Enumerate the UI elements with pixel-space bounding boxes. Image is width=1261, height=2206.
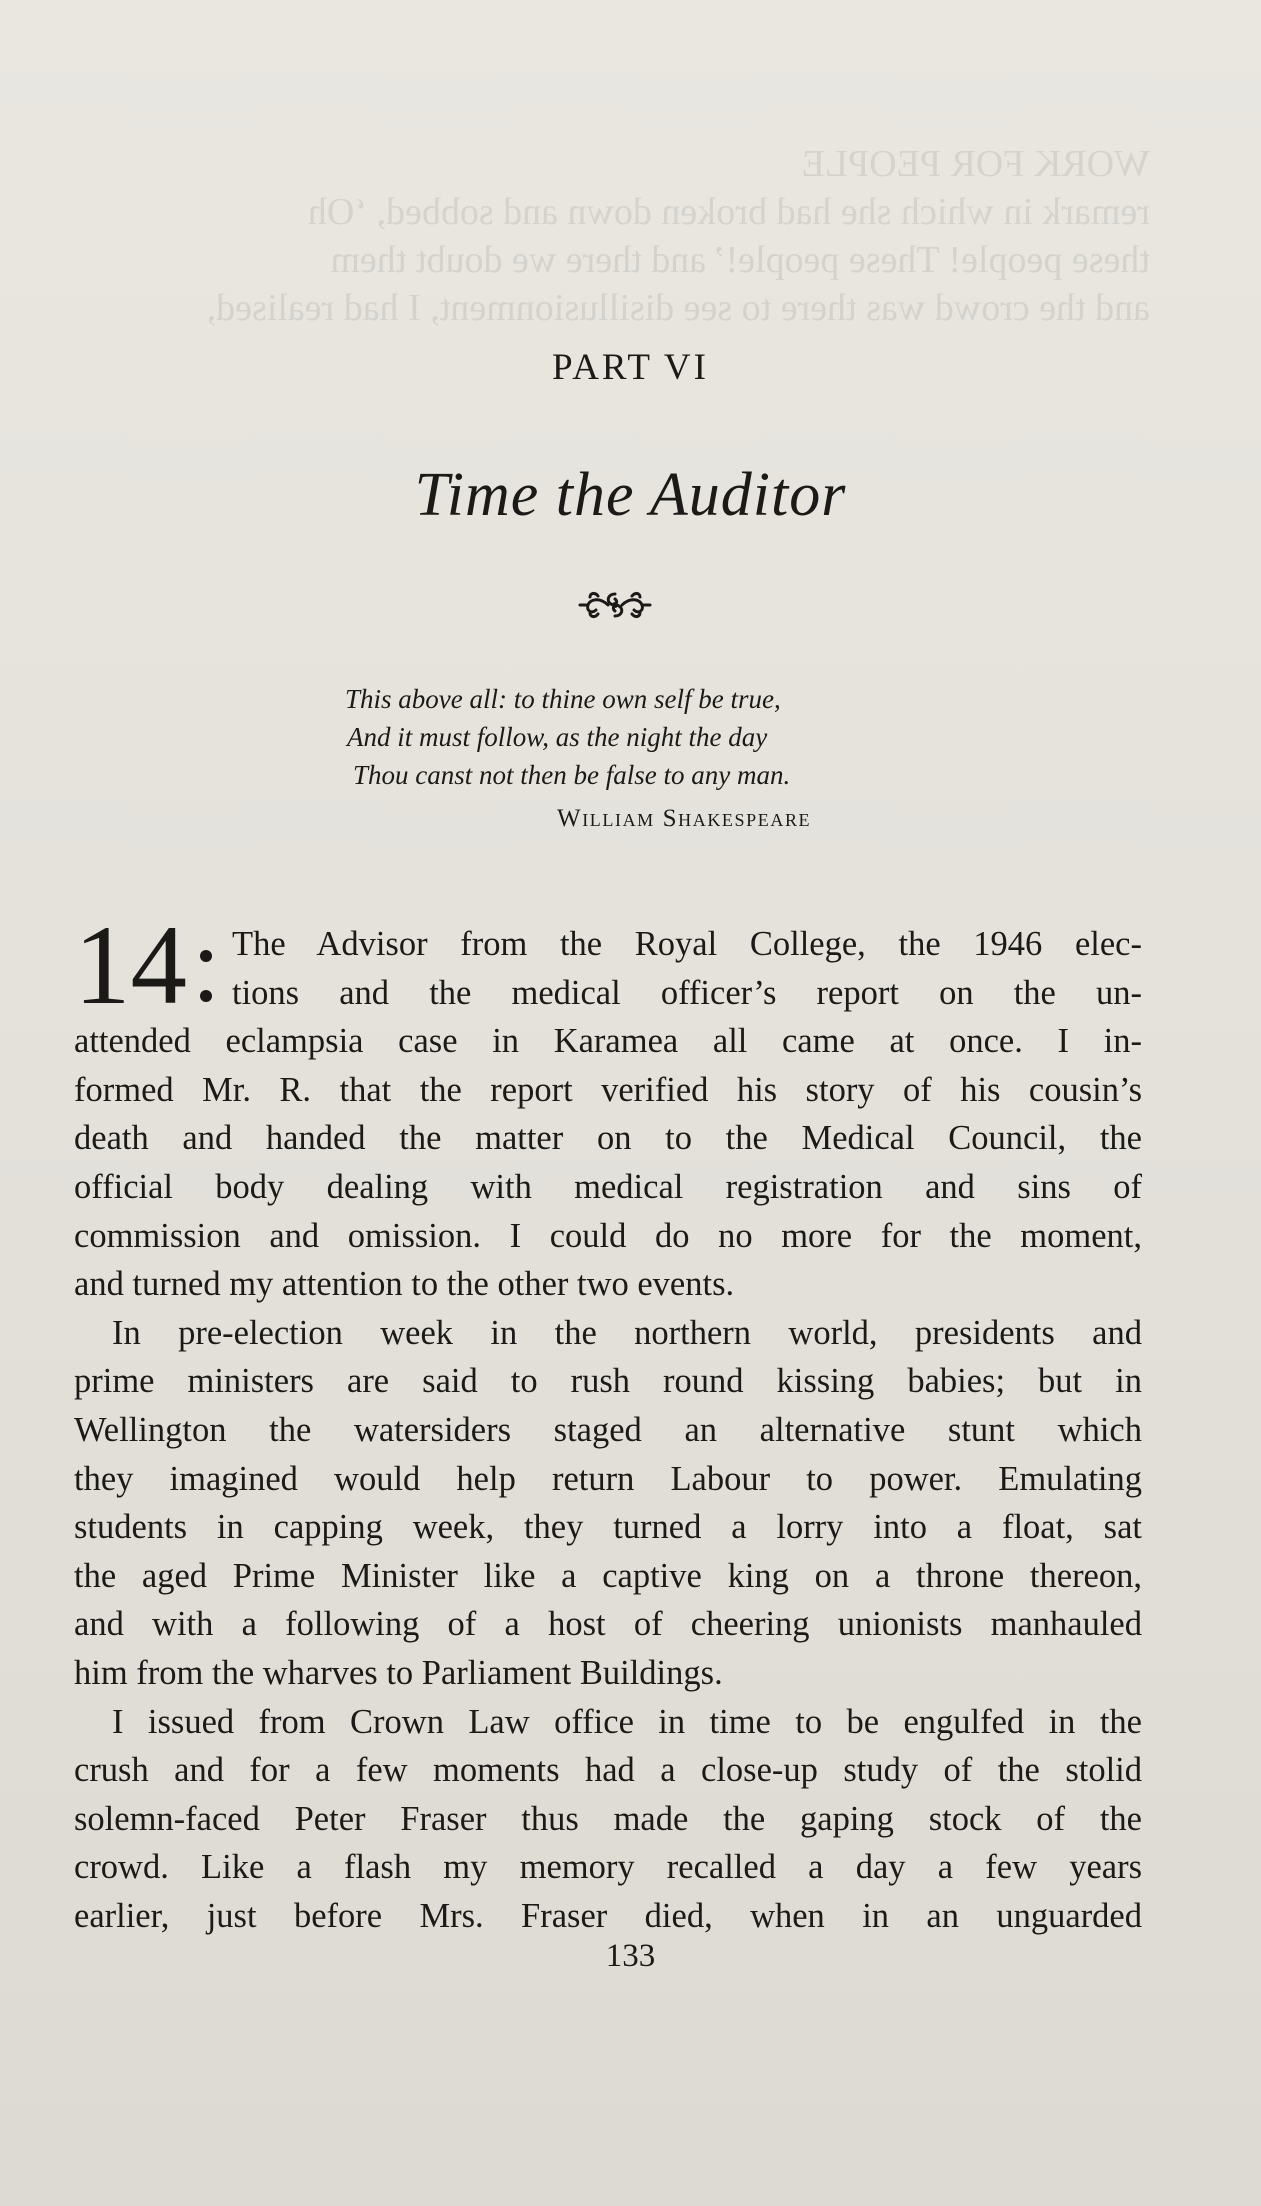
text-line: and with a following of a host of cheering unionists manhauled [74,1605,1142,1644]
page-number: 133 [605,1938,656,1974]
show-through-text: WORK FOR PEOPLE remark in which she had broken down and sobbed, ‘Oh these people! These people!’ and there we doubt them and the crowd was there to see disillusionment, I had realised, [206,143,1150,329]
paragraph [74,903,1142,1309]
text-line: death and handed the matter on to the Medical Council, the [74,1119,1142,1158]
text-line: I issued from Crown Law office in time to be engulfed in the [112,1702,1142,1741]
text-line: commission and omission. I could do no more for the moment, [74,1216,1142,1255]
text-line: students in capping week, they turned a lorry into a float, sat [74,1508,1142,1547]
colon-bottom-dot [200,990,212,1002]
chapter-body [74,903,1142,1940]
text-line: solemn-faced Peter Fraser thus made the gaping stock of the [74,1799,1142,1838]
floral-ornament-icon [578,588,652,622]
text-line: official body dealing with medical registration and sins of [74,1167,1142,1206]
text-line: and turned my attention to the other two events. [74,1265,735,1304]
text-line: him from the wharves to Parliament Buildings. [74,1653,723,1692]
epigraph [345,680,915,794]
text-line: attended eclampsia case in Karamea all came at once. I in- [74,1022,1142,1061]
epigraph-line: This above all: to thine own self be true, [345,684,781,714]
text-line: the aged Prime Minister like a captive king on a throne thereon, [74,1556,1142,1595]
text-line: they imagined would help return Labour to power. Emulating [74,1459,1142,1498]
epigraph-line: And it must follow, as the night the day [347,722,768,752]
chapter-number: 14 [74,903,187,1028]
text-line: formed Mr. R. that the report verified his story of his cousin’s [74,1070,1142,1109]
colon-top-dot [200,950,212,962]
text-line: The Advisor from the Royal College, the 1946 elec- [232,925,1142,963]
epigraph-attribution: William Shakespeare [557,805,812,832]
text-line: tions and the medical officer’s report on the un- [232,973,1142,1012]
text-line: In pre-election week in the northern world, presidents and [112,1313,1142,1352]
part-heading: PART VI [552,347,709,388]
paragraph [74,1309,1142,1698]
epigraph-line: Thou canst not then be false to any man. [353,760,791,790]
text-line: Wellington the watersiders staged an alternative stunt which [74,1410,1142,1449]
text-line: crowd. Like a flash my memory recalled a day a few years [74,1848,1142,1887]
chapter-title: Time the Auditor [414,461,847,529]
text-line: crush and for a few moments had a close-up study of the stolid [74,1751,1142,1790]
text-line: prime ministers are said to rush round kissing babies; but in [74,1362,1142,1401]
text-line: earlier, just before Mrs. Fraser died, when in an unguarded [74,1896,1142,1935]
paragraph [74,1698,1142,1941]
